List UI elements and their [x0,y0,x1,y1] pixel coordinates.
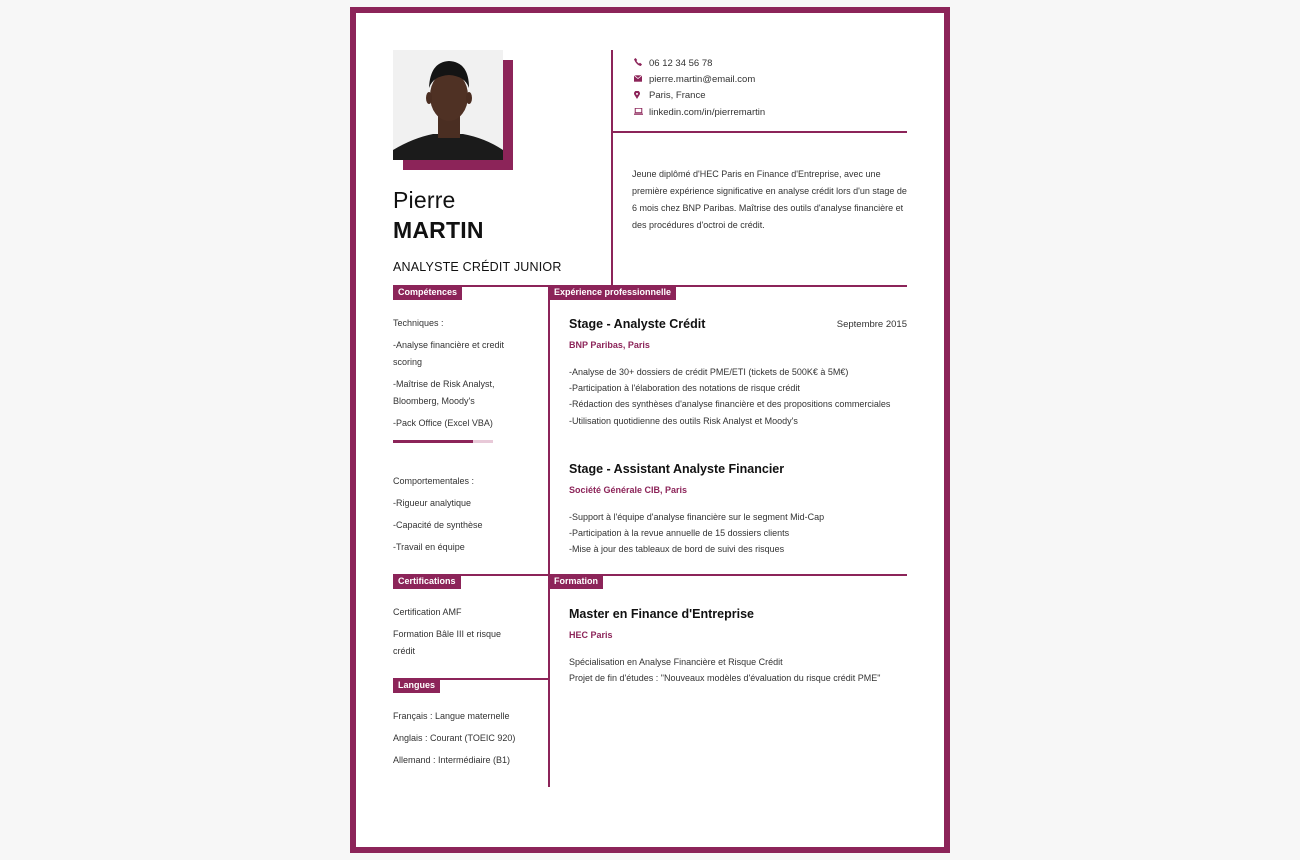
experience-bullets [569,364,909,429]
contact-phone: 06 12 34 56 78 [634,55,765,71]
list-item: -Maîtrise de Risk Analyst, Bloomberg, Moody's [393,379,495,406]
experience-title: Stage - Analyste Crédit [569,317,706,331]
contact-divider [611,131,907,133]
skill-level-fill [393,440,473,443]
list-item: -Participation à l'élaboration des notations de risque crédit [569,383,800,394]
experience-company: BNP Paribas, Paris [569,340,650,350]
list-item: -Analyse de 30+ dossiers de crédit PME/ETI (tickets de 500K€ à 5M€) [569,367,849,377]
section-label-skills: Compétences [393,285,462,300]
section-label-experience: Expérience professionnelle [549,285,676,300]
skills-technical-list [393,337,533,432]
list-item: Français : Langue maternelle [393,711,510,721]
section-label-certifications: Certifications [393,574,461,589]
mail-icon [634,75,649,84]
education-school: HEC Paris [569,630,613,640]
list-item: Anglais : Courant (TOEIC 920) [393,733,516,743]
certifications-list [393,604,523,660]
contact-linkedin: linkedin.com/in/pierremartin [634,104,765,120]
list-item: -Travail en équipe [393,542,465,552]
list-item: Formation Bâle III et risque crédit [393,629,502,656]
list-item: -Capacité de synthèse [393,520,483,530]
list-item: Allemand : Intermédiaire (B1) [393,755,511,765]
list-item: -Pack Office (Excel VBA) [393,418,493,428]
list-item: Spécialisation en Analyse Financière et Risque Crédit [569,657,783,667]
first-name: Pierre [393,187,456,213]
last-name: MARTIN [393,217,484,243]
skills-technical-label: Techniques : [393,318,444,328]
education-details [569,654,909,686]
candidate-name [393,185,484,245]
skills-behavioral-label: Comportementales : [393,476,475,486]
contact-list [634,55,765,121]
list-item: -Support à l'équipe d'analyse financière sur le segment Mid-Cap [569,512,825,522]
phone-icon [634,58,649,68]
list-item: -Analyse financière et credit scoring [393,340,505,367]
resume-page [350,7,950,853]
list-item: -Rigueur analytique [393,498,472,508]
list-item: Certification AMF [393,607,462,617]
profile-summary: Jeune diplômé d'HEC Paris en Finance d'Entreprise, avec une première expérience significative en analyse crédit lors d'un stage de 6 mois chez BNP Paribas. Maîtrise des outils d'analyse financière et des procédures d'octroi de crédit. [632,169,907,230]
list-item: -Rédaction des synthèses d'analyse financière et des propositions commerciales [569,399,891,410]
section-label-education: Formation [549,574,603,589]
header-divider [611,50,613,286]
languages-list [393,708,515,769]
column-divider [548,285,550,787]
experience-title: Stage - Assistant Analyste Financier [569,462,785,476]
experience-bullets [569,509,909,558]
experience-date: Septembre 2015 [836,319,907,330]
experience-company: Société Générale CIB, Paris [569,485,688,495]
list-item: -Participation à la revue annuelle de 15 dossiers clients [569,528,790,539]
laptop-icon [634,108,649,117]
skills-behavioral-list [393,495,483,556]
avatar [393,50,503,160]
contact-location: Paris, France [634,88,765,104]
list-item: -Utilisation quotidienne des outils Risk Analyst et Moody's [569,415,798,426]
job-title: ANALYSTE CRÉDIT JUNIOR [393,260,562,274]
list-item: -Mise à jour des tableaux de bord de suivi des risques [569,544,785,555]
section-label-languages: Langues [393,678,440,693]
profile-photo [393,50,513,170]
education-degree: Master en Finance d'Entreprise [569,607,754,621]
list-item: Projet de fin d'études : "Nouveaux modèles d'évaluation du risque crédit PME" [569,673,881,684]
contact-email: pierre.martin@email.com [634,71,765,87]
section-divider-middle [393,574,907,576]
skill-level-bar [393,440,493,443]
location-icon [634,91,649,101]
